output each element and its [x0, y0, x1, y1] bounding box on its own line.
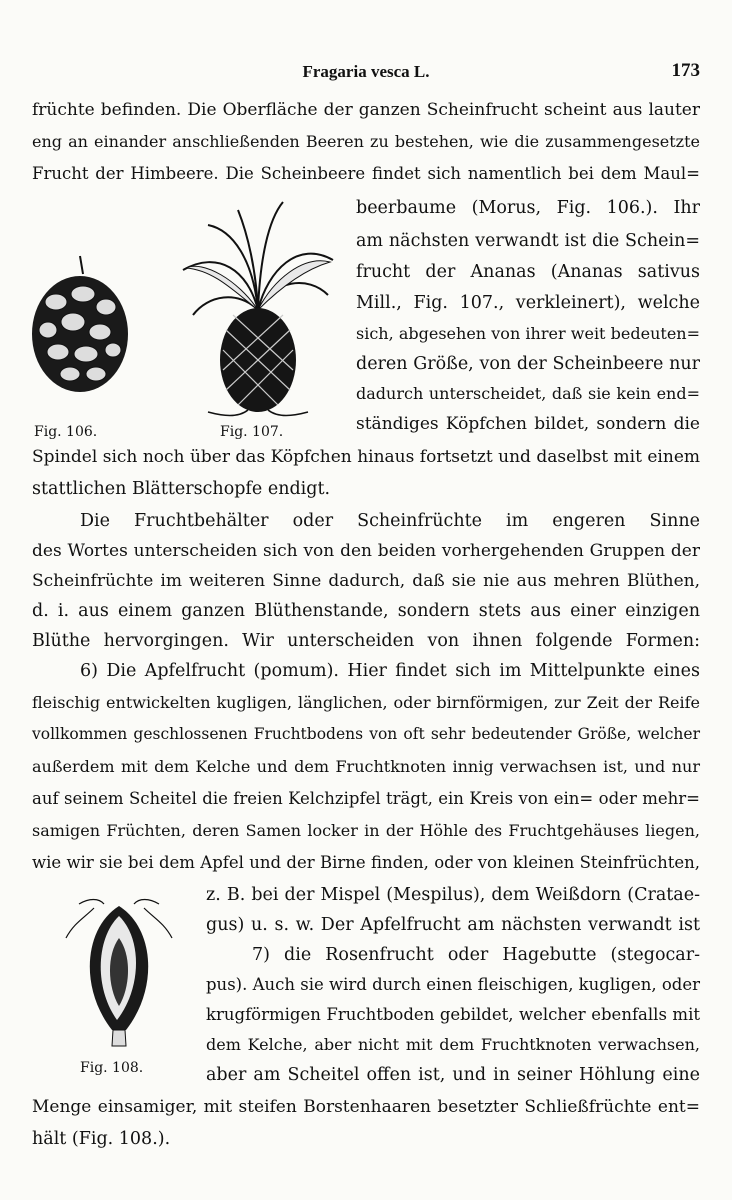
- text-line: Scheinfrüchte im weiteren Sinne dadurch, daß sie nie aus mehren Blüthen,: [32, 571, 700, 591]
- text-line: deren Größe, von der Scheinbeere nur: [356, 354, 700, 374]
- text-line: stattlichen Blätterschopfe endigt.: [32, 479, 331, 499]
- fig-107-caption: Fig. 107.: [220, 424, 284, 440]
- text-line: eng an einander anschließenden Beeren zu bestehen, wie die zusammengesetzte: [32, 132, 700, 151]
- page-number: 173: [671, 60, 700, 81]
- text-line: Mill., Fig. 107., verkleinert), welche: [356, 293, 700, 313]
- text-line: ständiges Köpfchen bildet, sondern die: [356, 414, 700, 434]
- mulberry-illustration: [28, 252, 132, 392]
- pineapple-illustration: [178, 200, 338, 420]
- text-line: hält (Fig. 108.).: [32, 1129, 171, 1149]
- text-line: fleischig entwickelten kugligen, länglichen, oder birnförmigen, zur Zeit der Reife: [32, 693, 700, 712]
- text-line: frucht der Ananas (Ananas sativus: [356, 262, 700, 282]
- text-line: d. i. aus einem ganzen Blüthenstande, sondern stets aus einer einzigen: [32, 601, 700, 621]
- text-line: außerdem mit dem Kelche und dem Fruchtknoten innig verwachsen ist, und nur: [32, 757, 700, 776]
- text-line: des Wortes unterscheiden sich von den beiden vorhergehenden Gruppen der: [32, 541, 700, 561]
- text-line: vollkommen geschlossenen Fruchtbodens von oft sehr bedeutender Größe, welcher: [32, 725, 700, 743]
- text-line: auf seinem Scheitel die freien Kelchzipfel trägt, ein Kreis von ein= oder mehr=: [32, 789, 700, 808]
- text-line: Blüthe hervorgingen. Wir unterscheiden von ihnen folgende Formen:: [32, 631, 700, 651]
- text-line: dem Kelche, aber nicht mit dem Fruchtknoten verwachsen,: [206, 1035, 700, 1054]
- text-line: Spindel sich noch über das Köpfchen hinaus fortsetzt und daselbst mit einem: [32, 447, 700, 467]
- text-line: z. B. bei der Mispel (Mespilus), dem Weißdorn (Cratae-: [206, 885, 700, 905]
- text-line: wie wir sie bei dem Apfel und der Birne finden, oder von kleinen Steinfrüchten,: [32, 853, 700, 872]
- text-line: Frucht der Himbeere. Die Scheinbeere findet sich namentlich bei dem Maul=: [32, 164, 700, 183]
- fig-106-caption: Fig. 106.: [34, 424, 98, 440]
- text-line: beerbaume (Morus, Fig. 106.). Ihr: [356, 198, 700, 218]
- text-line: dadurch unterscheidet, daß sie kein end=: [356, 384, 700, 403]
- text-line: 7) die Rosenfrucht oder Hagebutte (stegocar-: [252, 945, 700, 965]
- fig-108-caption: Fig. 108.: [80, 1060, 144, 1076]
- text-line: am nächsten verwandt ist die Schein=: [356, 231, 700, 251]
- text-line: aber am Scheitel offen ist, und in seiner Höhlung eine: [206, 1065, 700, 1085]
- text-line: 6) Die Apfelfrucht (pomum). Hier findet sich im Mittelpunkte eines: [80, 661, 700, 681]
- text-line: sich, abgesehen von ihrer weit bedeuten=: [356, 324, 700, 343]
- text-line: krugförmigen Fruchtboden gebildet, welcher ebenfalls mit: [206, 1005, 700, 1024]
- text-line: pus). Auch sie wird durch einen fleischigen, kugligen, oder: [206, 975, 701, 994]
- text-line: samigen Früchten, deren Samen locker in der Höhle des Fruchtgehäuses liegen,: [32, 821, 700, 840]
- text-line: Menge einsamiger, mit steifen Borstenhaaren besetzter Schließfrüchte ent=: [32, 1097, 700, 1117]
- rosehip-illustration: [64, 898, 174, 1048]
- text-line: gus) u. s. w. Der Apfelfrucht am nächsten verwandt ist: [206, 915, 700, 935]
- text-line: Die Fruchtbehälter oder Scheinfrüchte im engeren Sinne: [80, 511, 700, 531]
- running-header: Fragaria vesca L.: [302, 62, 430, 81]
- text-line: früchte befinden. Die Oberfläche der ganzen Scheinfrucht scheint aus lauter: [32, 100, 700, 120]
